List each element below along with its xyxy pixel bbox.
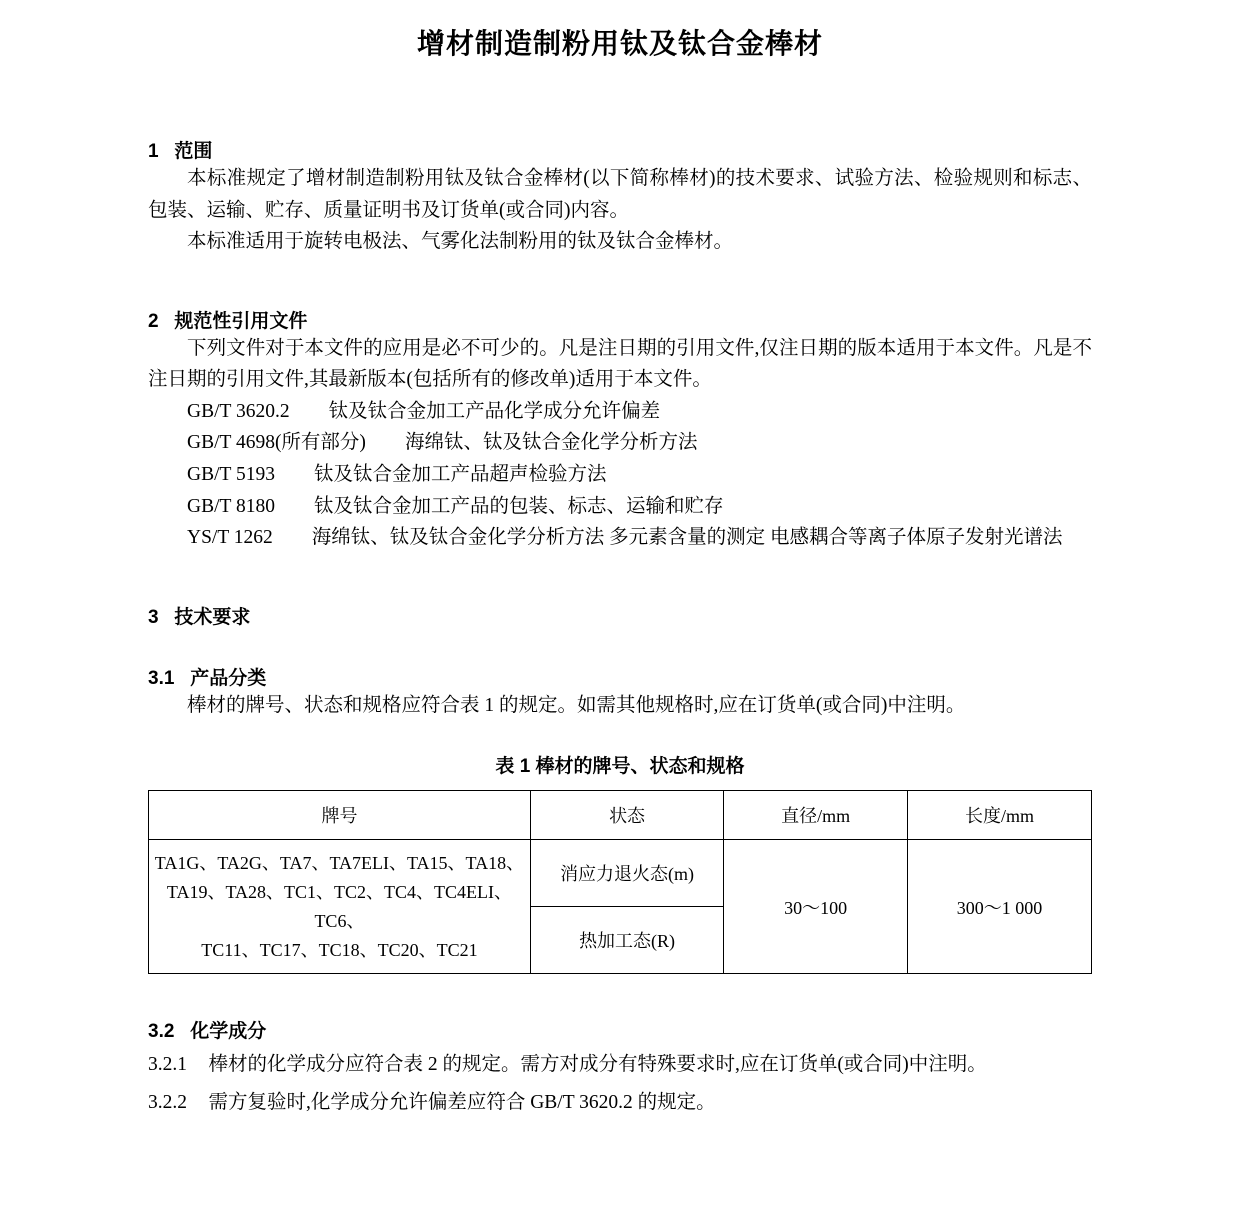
item-label: 3.2.2	[148, 1091, 187, 1113]
table-1	[148, 790, 1092, 974]
reference-code: GB/T 3620.2	[187, 400, 290, 422]
item-text: 棒材的化学成分应符合表 2 的规定。需方对成分有特殊要求时,应在订货单(或合同)中注明。	[208, 1054, 987, 1076]
table-cell-state: 热加工态(R)	[530, 907, 723, 974]
table-header-row	[149, 791, 1092, 840]
reference-desc: 钛及钛合金加工产品化学成分允许偏差	[328, 400, 661, 422]
reference-code: GB/T 5193	[187, 464, 275, 486]
heading-section-2: 2 规范性引用文件	[148, 310, 308, 332]
reference-item	[148, 491, 1092, 523]
section-3-1-paragraph-1: 棒材的牌号、状态和规格应符合表 1 的规定。如需其他规格时,应在订货单(或合同)中注明。	[187, 694, 966, 716]
table-header-cell: 长度/mm	[908, 791, 1092, 840]
reference-item	[148, 522, 1092, 554]
table-cell-length: 300～1 000	[908, 840, 1092, 974]
heading-section-1: 1 范围	[148, 141, 213, 162]
reference-item	[148, 396, 1092, 428]
table-header-cell: 状态	[530, 791, 723, 840]
item-label: 3.2.1	[148, 1054, 187, 1076]
reference-desc: 海绵钛、钛及钛合金化学分析方法	[404, 432, 698, 454]
table-cell-state: 消应力退火态(m)	[530, 840, 723, 907]
reference-code: GB/T 4698(所有部分)	[187, 432, 366, 454]
item-text: 需方复验时,化学成分允许偏差应符合 GB/T 3620.2 的规定。	[208, 1091, 716, 1113]
table-header-cell: 牌号	[149, 791, 531, 840]
table-row	[149, 840, 1092, 907]
brand-line: TC11、TC17、TC18、TC20、TC21	[201, 939, 478, 960]
reference-desc: 钛及钛合金加工产品的包装、标志、运输和贮存	[313, 495, 724, 517]
reference-desc: 钛及钛合金加工产品超声检验方法	[313, 464, 607, 486]
table-cell-brands	[149, 840, 531, 974]
brand-line: TA19、TA28、TC1、TC2、TC4、TC4ELI、TC6、	[166, 882, 512, 931]
document-page	[0, 22, 1240, 1223]
section-1-paragraph-1: 本标准规定了增材制造制粉用钛及钛合金棒材(以下简称棒材)的技术要求、试验方法、检验规则和标志、包装、运输、贮存、质量证明书及订货单(或合同)内容。	[148, 168, 1092, 221]
section-1-paragraph-2: 本标准适用于旋转电极法、气雾化法制粉用的钛及钛合金棒材。	[187, 231, 734, 253]
page-title: 增材制造制粉用钛及钛合金棒材	[416, 28, 823, 59]
section-3-2-item-2	[148, 1081, 1092, 1119]
brand-line: TA1G、TA2G、TA7、TA7ELI、TA15、TA18、	[154, 853, 525, 874]
table-1-caption: 表 1 棒材的牌号、状态和规格	[495, 756, 745, 778]
reference-desc: 海绵钛、钛及钛合金化学分析方法 多元素含量的测定 电感耦合等离子体原子发射光谱法	[311, 527, 1063, 549]
table-header-cell: 直径/mm	[724, 791, 908, 840]
document-body	[148, 136, 1092, 1119]
heading-section-3: 3 技术要求	[148, 606, 251, 628]
section-2-paragraph-1: 下列文件对于本文件的应用是必不可少的。凡是注日期的引用文件,仅注日期的版本适用于本文件。凡是不注日期的引用文件,其最新版本(包括所有的修改单)适用于本文件。	[148, 337, 1092, 391]
reference-code: GB/T 8180	[187, 495, 275, 517]
reference-code: YS/T 1262	[187, 527, 273, 549]
section-3-2-item-1	[148, 1043, 1092, 1081]
table-cell-diameter: 30～100	[724, 840, 908, 974]
reference-item	[148, 459, 1092, 491]
reference-item	[148, 427, 1092, 459]
heading-section-3-2: 3.2 化学成分	[148, 1021, 267, 1043]
heading-section-3-1: 3.1 产品分类	[148, 667, 267, 689]
